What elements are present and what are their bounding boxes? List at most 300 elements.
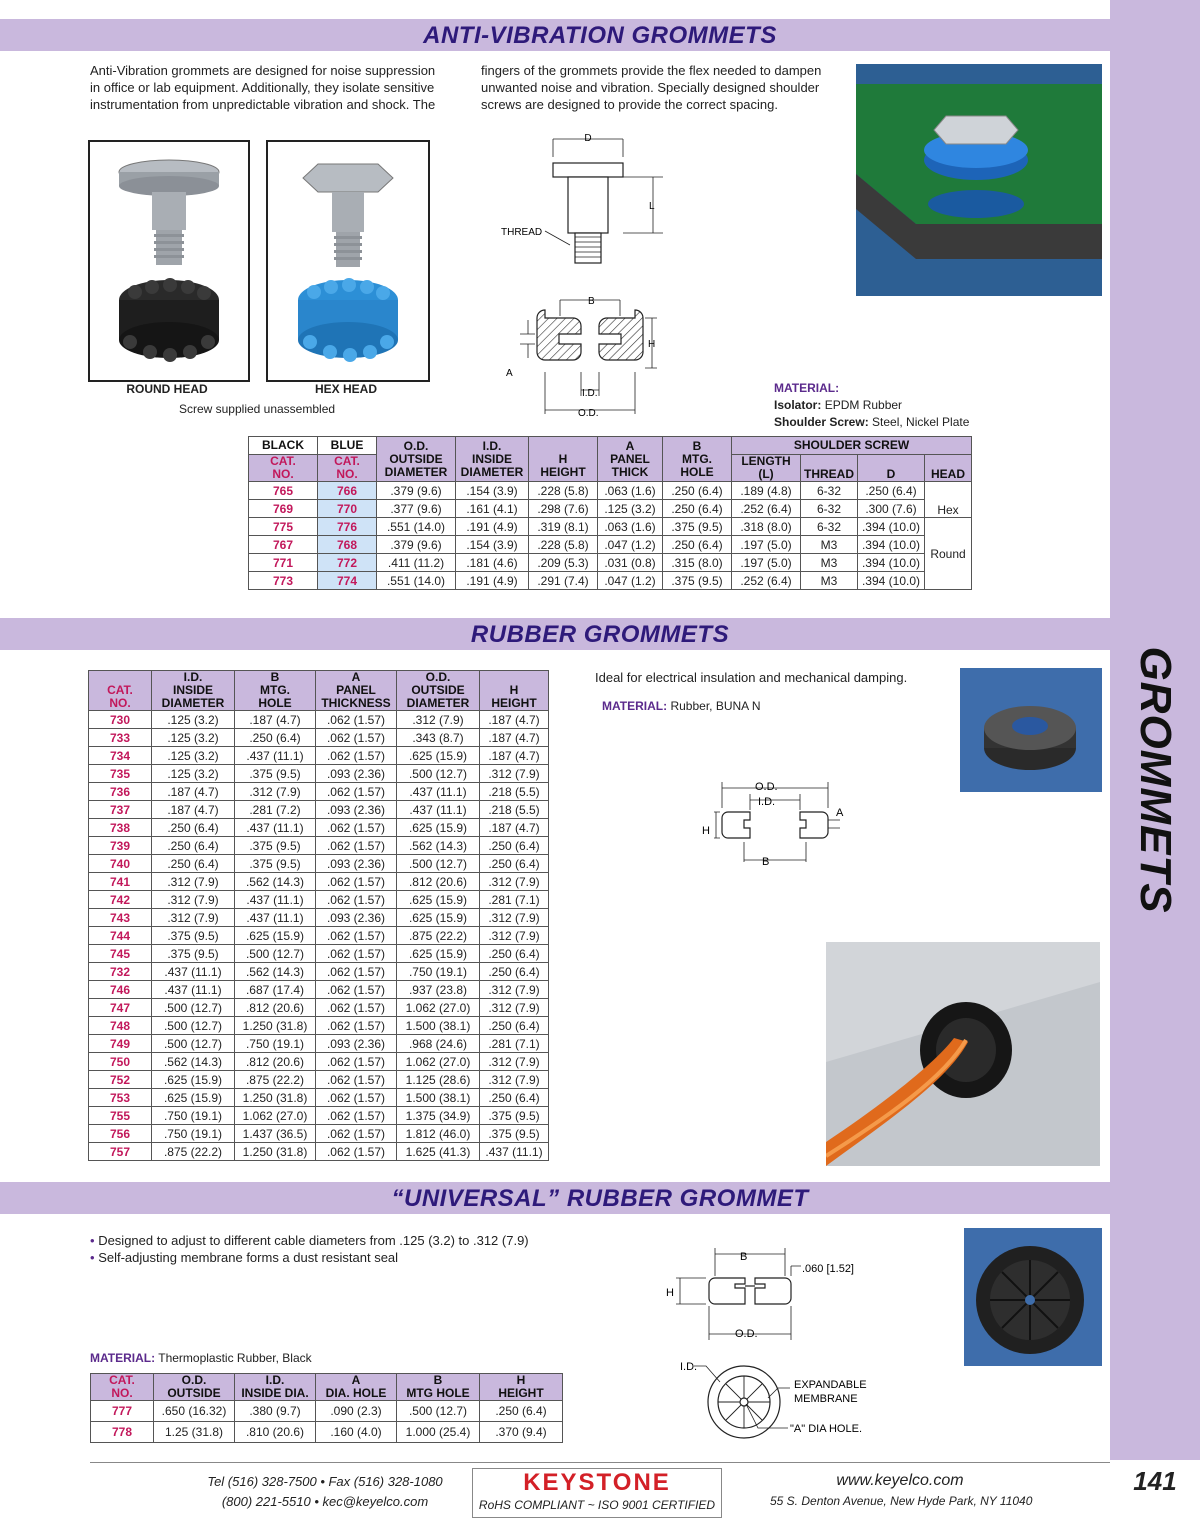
intro-col1: [90, 62, 435, 113]
cell-id: .437 (11.1): [152, 981, 235, 999]
screw-note: Screw supplied unassembled: [178, 402, 336, 416]
cell-cat-blue: 766: [318, 482, 377, 500]
cell-id: .312 (7.9): [152, 909, 235, 927]
cell-a: .062 (1.57): [316, 963, 397, 981]
table-row: [249, 500, 972, 518]
cell-od: .379 (9.6): [377, 536, 456, 554]
col-od: O.D. OUTSIDE: [154, 1374, 235, 1401]
isolator-value: EPDM Rubber: [824, 398, 903, 412]
cell-cat: 730: [89, 711, 152, 729]
cell-a: .047 (1.2): [598, 572, 663, 590]
cell-cat: 738: [89, 819, 152, 837]
table-row: [89, 945, 549, 963]
intro-line: screws are designed to provide the correct spacing.: [481, 97, 778, 112]
cell-h: .312 (7.9): [480, 999, 549, 1017]
cell-b: .500 (12.7): [397, 1401, 480, 1422]
table-row: [89, 873, 549, 891]
cell-h: .291 (7.4): [529, 572, 598, 590]
cell-od: .812 (20.6): [397, 873, 480, 891]
cell-a: .160 (4.0): [316, 1422, 397, 1443]
cell-od: 1.062 (27.0): [397, 1053, 480, 1071]
material-value: Rubber, BUNA N: [670, 699, 761, 713]
col-d: D: [858, 455, 925, 482]
cell-id: .810 (20.6): [235, 1422, 316, 1443]
cell-d: .300 (7.6): [858, 500, 925, 518]
intro-line: Anti-Vibration grommets are designed for noise suppression: [90, 63, 436, 78]
cell-length: .197 (5.0): [732, 554, 801, 572]
cell-b: 1.250 (31.8): [235, 1017, 316, 1035]
cell-a: .093 (2.36): [316, 765, 397, 783]
cell-od: .750 (19.1): [397, 963, 480, 981]
cell-id: .375 (9.5): [152, 945, 235, 963]
dim-h-label: H: [648, 339, 656, 350]
dim-l-label: L: [649, 201, 655, 212]
universal-material: [90, 1351, 312, 1365]
caption-hex-head: HEX HEAD: [314, 382, 377, 396]
cell-b: .375 (9.5): [663, 572, 732, 590]
cell-cat-blue: 768: [318, 536, 377, 554]
col-od: O.D. OUTSIDE DIAMETER: [377, 437, 456, 482]
cell-h: .209 (5.3): [529, 554, 598, 572]
cell-h: .187 (4.7): [480, 747, 549, 765]
cell-cat: 750: [89, 1053, 152, 1071]
col-cat: CAT. NO.: [91, 1374, 154, 1401]
cell-id: .500 (12.7): [152, 1017, 235, 1035]
hex-head-grommet-image: [268, 142, 428, 380]
cell-od: 1.625 (41.3): [397, 1143, 480, 1161]
cell-h: .187 (4.7): [480, 711, 549, 729]
cell-od: 1.25 (31.8): [154, 1422, 235, 1443]
cell-a: .062 (1.57): [316, 1125, 397, 1143]
cell-cat-black: 771: [249, 554, 318, 572]
cell-od: .500 (12.7): [397, 855, 480, 873]
cell-a: .062 (1.57): [316, 729, 397, 747]
table-row: [89, 1107, 549, 1125]
cell-cat: 755: [89, 1107, 152, 1125]
cell-length: .252 (6.4): [732, 572, 801, 590]
cell-b: .562 (14.3): [235, 873, 316, 891]
hole-label: "A" DIA HOLE.: [790, 1423, 862, 1435]
shoulder-screw-label: Shoulder Screw:: [774, 415, 869, 429]
cell-thread: 6-32: [801, 500, 858, 518]
cell-cat: 746: [89, 981, 152, 999]
table-row: [91, 1401, 563, 1422]
cell-a: .062 (1.57): [316, 981, 397, 999]
cell-d: .394 (10.0): [858, 572, 925, 590]
cell-h: .298 (7.6): [529, 500, 598, 518]
table-row: [249, 554, 972, 572]
footer-compliance: RoHS COMPLIANT ~ ISO 9001 CERTIFIED: [478, 1498, 716, 1512]
intro-col2: [481, 62, 821, 113]
footer-tollfree: (800) 221-5510 • kec@keyelco.com: [221, 1494, 429, 1509]
cell-id: .181 (4.6): [456, 554, 529, 572]
cell-id: .125 (3.2): [152, 729, 235, 747]
table-row: [89, 1035, 549, 1053]
intro-line: in office or lab equipment. Additionally, they isolate sensitive: [90, 80, 435, 95]
cell-h: .312 (7.9): [480, 873, 549, 891]
table-row: [91, 1422, 563, 1443]
cell-d: .394 (10.0): [858, 518, 925, 536]
footer-phone: Tel (516) 328-7500 • Fax (516) 328-1080: [207, 1474, 443, 1489]
cell-h: .312 (7.9): [480, 909, 549, 927]
cell-id: .191 (4.9): [456, 572, 529, 590]
cell-h: .218 (5.5): [480, 783, 549, 801]
dim-thickness-label: .060 [1.52]: [802, 1263, 854, 1275]
table-row: [89, 765, 549, 783]
cell-b: .250 (6.4): [663, 482, 732, 500]
cell-a: .093 (2.36): [316, 909, 397, 927]
universal-grommet-photo: [964, 1228, 1102, 1366]
cell-b: .250 (6.4): [663, 500, 732, 518]
cell-cat: 756: [89, 1125, 152, 1143]
cell-cat-blue: 774: [318, 572, 377, 590]
cell-id: .750 (19.1): [152, 1107, 235, 1125]
isolator-label: Isolator:: [774, 398, 822, 412]
cell-b: .315 (8.0): [663, 554, 732, 572]
cell-cat: 737: [89, 801, 152, 819]
cell-cat: 735: [89, 765, 152, 783]
col-b: B MTG. HOLE: [663, 437, 732, 482]
table-row: [89, 909, 549, 927]
cell-a: .062 (1.57): [316, 1107, 397, 1125]
cell-od: 1.500 (38.1): [397, 1089, 480, 1107]
table-row: [89, 999, 549, 1017]
universal-top-diagram: [672, 1354, 872, 1444]
cell-h: .312 (7.9): [480, 1071, 549, 1089]
cell-cat-blue: 772: [318, 554, 377, 572]
cell-id: .500 (12.7): [152, 1035, 235, 1053]
cell-length: .318 (8.0): [732, 518, 801, 536]
cell-id: .875 (22.2): [152, 1143, 235, 1161]
rubber-material: [602, 699, 761, 713]
col-od: O.D. OUTSIDE DIAMETER: [397, 671, 480, 711]
cell-h: .228 (5.8): [529, 536, 598, 554]
table-row: [249, 482, 972, 500]
cell-b: .375 (9.5): [235, 765, 316, 783]
footer-divider: [90, 1462, 1110, 1463]
cell-a: .062 (1.57): [316, 1089, 397, 1107]
intro-line: fingers of the grommets provide the flex needed to dampen: [481, 63, 822, 78]
footer-website[interactable]: www.keyelco.com: [836, 1472, 964, 1489]
table-row: [89, 855, 549, 873]
table-row: [89, 1125, 549, 1143]
cell-b: .812 (20.6): [235, 1053, 316, 1071]
cell-a: .062 (1.57): [316, 1053, 397, 1071]
cell-thread: M3: [801, 536, 858, 554]
dim-d-label: D: [584, 133, 592, 144]
table-row: [89, 981, 549, 999]
cell-h: .370 (9.4): [480, 1422, 563, 1443]
cell-b: .250 (6.4): [235, 729, 316, 747]
cell-h: .281 (7.1): [480, 891, 549, 909]
cell-id: .625 (15.9): [152, 1089, 235, 1107]
intro-line: instrumentation from unpredictable vibration and shock. The: [90, 97, 436, 112]
cell-cat-blue: 770: [318, 500, 377, 518]
table-row: [89, 783, 549, 801]
cell-b: 1.250 (31.8): [235, 1143, 316, 1161]
table-row: [89, 927, 549, 945]
cell-cat: 752: [89, 1071, 152, 1089]
cell-id: .312 (7.9): [152, 891, 235, 909]
cell-od: .625 (15.9): [397, 747, 480, 765]
cell-cat: 734: [89, 747, 152, 765]
cell-b: .437 (11.1): [235, 819, 316, 837]
cell-a: .062 (1.57): [316, 837, 397, 855]
col-length: LENGTH (L): [732, 455, 801, 482]
cell-h: .250 (6.4): [480, 855, 549, 873]
cell-h: .312 (7.9): [480, 765, 549, 783]
cell-a: .090 (2.3): [316, 1401, 397, 1422]
cell-id: .437 (11.1): [152, 963, 235, 981]
table-row: [89, 747, 549, 765]
cell-od: .937 (23.8): [397, 981, 480, 999]
cell-od: .551 (14.0): [377, 518, 456, 536]
cell-h: .312 (7.9): [480, 1053, 549, 1071]
cell-od: .379 (9.6): [377, 482, 456, 500]
dim-b-label: B: [762, 856, 770, 868]
cell-thread: M3: [801, 554, 858, 572]
cell-cat: 778: [91, 1422, 154, 1443]
cell-od: .625 (15.9): [397, 819, 480, 837]
section-title-universal: “UNIVERSAL” RUBBER GROMMET: [391, 1185, 809, 1212]
table-row: [89, 963, 549, 981]
dim-id-label: I.D.: [582, 388, 598, 399]
table-row: [89, 1089, 549, 1107]
cell-cat: 744: [89, 927, 152, 945]
cell-h: .437 (11.1): [480, 1143, 549, 1161]
cell-cat: 747: [89, 999, 152, 1017]
cell-od: 1.125 (28.6): [397, 1071, 480, 1089]
universal-side-diagram: [660, 1246, 870, 1346]
cell-cat: 732: [89, 963, 152, 981]
cell-a: .062 (1.57): [316, 783, 397, 801]
cell-thread: 6-32: [801, 518, 858, 536]
col-cat: CAT. NO.: [89, 671, 152, 711]
cell-length: .197 (5.0): [732, 536, 801, 554]
dim-od-label: O.D.: [755, 781, 778, 793]
cell-od: .625 (15.9): [397, 909, 480, 927]
table-row: [89, 1071, 549, 1089]
section-title-rubber: RUBBER GROMMETS: [470, 621, 730, 648]
dim-a-label: A: [506, 368, 513, 379]
cell-cat: 740: [89, 855, 152, 873]
cell-h: .250 (6.4): [480, 1017, 549, 1035]
shoulder-screw-diagram: [495, 125, 695, 275]
table-row: [249, 518, 972, 536]
cell-h: .250 (6.4): [480, 1089, 549, 1107]
col-head: HEAD: [925, 455, 972, 482]
cell-b: .812 (20.6): [235, 999, 316, 1017]
cell-id: .500 (12.7): [152, 999, 235, 1017]
material-heading: MATERIAL:: [602, 699, 668, 713]
cell-h: .250 (6.4): [480, 945, 549, 963]
cell-cat: 749: [89, 1035, 152, 1053]
cell-h: .250 (6.4): [480, 963, 549, 981]
cell-cat: 748: [89, 1017, 152, 1035]
cell-b: .312 (7.9): [235, 783, 316, 801]
hex-head-photo: [266, 140, 430, 382]
dim-od-label: O.D.: [578, 408, 599, 419]
cell-h: .312 (7.9): [480, 927, 549, 945]
cell-h: .187 (4.7): [480, 729, 549, 747]
cell-h: .375 (9.5): [480, 1125, 549, 1143]
cell-od: .377 (9.6): [377, 500, 456, 518]
intro-line: unwanted noise and vibration. Specially designed shoulder: [481, 80, 820, 95]
anti-vibration-installed-photo: [856, 64, 1102, 296]
cell-b: .562 (14.3): [235, 963, 316, 981]
cell-a: .063 (1.6): [598, 482, 663, 500]
cell-cat-black: 767: [249, 536, 318, 554]
cell-a: .063 (1.6): [598, 518, 663, 536]
cell-cat: 777: [91, 1401, 154, 1422]
cell-h: .319 (8.1): [529, 518, 598, 536]
cell-od: .875 (22.2): [397, 927, 480, 945]
shoulder-screw-value: Steel, Nickel Plate: [872, 415, 970, 429]
cell-a: .062 (1.57): [316, 891, 397, 909]
cell-id: .125 (3.2): [152, 765, 235, 783]
col-id: I.D. INSIDE DIA.: [235, 1374, 316, 1401]
cell-id: .562 (14.3): [152, 1053, 235, 1071]
cell-cat-black: 773: [249, 572, 318, 590]
cell-b: .750 (19.1): [235, 1035, 316, 1053]
col-a: A DIA. HOLE: [316, 1374, 397, 1401]
section-title-anti-vibration: ANTI-VIBRATION GROMMETS: [423, 22, 777, 49]
cell-b: 1.062 (27.0): [235, 1107, 316, 1125]
membrane-label-1: EXPANDABLE: [794, 1379, 867, 1391]
col-a: A PANEL THICK: [598, 437, 663, 482]
bullet-item: • Self-adjusting membrane forms a dust resistant seal: [90, 1250, 399, 1265]
cell-a: .062 (1.57): [316, 711, 397, 729]
caption-round-head: ROUND HEAD: [126, 382, 208, 396]
material-heading: MATERIAL:: [774, 381, 840, 395]
cell-a: .062 (1.57): [316, 1071, 397, 1089]
rubber-grommet-photo: [960, 668, 1102, 792]
cell-od: .437 (11.1): [397, 783, 480, 801]
dim-id-label: I.D.: [758, 796, 776, 808]
cell-cat-blue: 776: [318, 518, 377, 536]
table-row: [249, 572, 972, 590]
cell-b: .375 (9.5): [235, 855, 316, 873]
cell-id: .250 (6.4): [152, 837, 235, 855]
cell-id: .250 (6.4): [152, 819, 235, 837]
col-id: I.D. INSIDE DIAMETER: [152, 671, 235, 711]
cell-id: .312 (7.9): [152, 873, 235, 891]
dim-b-label: B: [740, 1251, 748, 1263]
cell-od: 1.062 (27.0): [397, 999, 480, 1017]
bullet-item: • Designed to adjust to different cable diameters from .125 (3.2) to .312 (7.9): [90, 1233, 529, 1248]
cell-length: .189 (4.8): [732, 482, 801, 500]
membrane-label-2: MEMBRANE: [794, 1393, 858, 1405]
cell-a: .062 (1.57): [316, 999, 397, 1017]
col-blue: BLUE: [318, 437, 377, 455]
table-row: [89, 819, 549, 837]
table-row: [89, 801, 549, 819]
cell-b: .375 (9.5): [235, 837, 316, 855]
col-h: H HEIGHT: [480, 671, 549, 711]
cell-b: .625 (15.9): [235, 927, 316, 945]
cell-id: .161 (4.1): [456, 500, 529, 518]
cell-od: 1.375 (34.9): [397, 1107, 480, 1125]
cell-id: .380 (9.7): [235, 1401, 316, 1422]
cell-h: .187 (4.7): [480, 819, 549, 837]
cell-od: .312 (7.9): [397, 711, 480, 729]
cell-od: .562 (14.3): [397, 837, 480, 855]
rubber-grommet-table: [88, 670, 549, 1161]
cell-cat: 745: [89, 945, 152, 963]
dim-b-label: B: [588, 296, 595, 307]
cell-h: .250 (6.4): [480, 837, 549, 855]
cable-grommet-photo: [826, 942, 1100, 1166]
col-h: H HEIGHT: [480, 1374, 563, 1401]
col-cat-blue: CAT. NO.: [318, 455, 377, 482]
cell-od: .625 (15.9): [397, 891, 480, 909]
cell-head-hex: Hex: [925, 482, 972, 518]
col-shoulder-screw: SHOULDER SCREW: [732, 437, 972, 455]
cell-id: .625 (15.9): [152, 1071, 235, 1089]
cell-cat: 741: [89, 873, 152, 891]
cell-od: .968 (24.6): [397, 1035, 480, 1053]
cell-h: .218 (5.5): [480, 801, 549, 819]
cell-b: .437 (11.1): [235, 891, 316, 909]
cell-d: .250 (6.4): [858, 482, 925, 500]
cell-h: .281 (7.1): [480, 1035, 549, 1053]
cell-h: .228 (5.8): [529, 482, 598, 500]
cell-id: .187 (4.7): [152, 801, 235, 819]
universal-grommet-table: [90, 1373, 563, 1443]
cell-cat: 743: [89, 909, 152, 927]
anti-vibration-material: [774, 380, 969, 431]
col-b: B MTG. HOLE: [235, 671, 316, 711]
cell-id: .125 (3.2): [152, 747, 235, 765]
col-b: B MTG HOLE: [397, 1374, 480, 1401]
cell-b: 1.437 (36.5): [235, 1125, 316, 1143]
cell-cat-black: 775: [249, 518, 318, 536]
cell-od: .551 (14.0): [377, 572, 456, 590]
cell-b: 1.000 (25.4): [397, 1422, 480, 1443]
cell-cat-black: 769: [249, 500, 318, 518]
cell-a: .062 (1.57): [316, 1017, 397, 1035]
round-head-grommet-image: [90, 142, 248, 380]
cell-a: .093 (2.36): [316, 1035, 397, 1053]
footer-address: 55 S. Denton Avenue, New Hyde Park, NY 11040: [770, 1494, 1033, 1508]
cell-b: .375 (9.5): [663, 518, 732, 536]
keystone-logo-box: [472, 1468, 722, 1518]
dim-od-label: O.D.: [735, 1328, 758, 1340]
cell-b: .187 (4.7): [235, 711, 316, 729]
cell-id: .750 (19.1): [152, 1125, 235, 1143]
cell-cat-black: 765: [249, 482, 318, 500]
table-row: [89, 1053, 549, 1071]
col-thread: THREAD: [801, 455, 858, 482]
cell-od: .411 (11.2): [377, 554, 456, 572]
cell-a: .062 (1.57): [316, 927, 397, 945]
sidebar-label: GROMMETS: [1131, 646, 1180, 914]
cell-b: .875 (22.2): [235, 1071, 316, 1089]
round-head-photo: [88, 140, 250, 382]
rubber-intro: Ideal for electrical insulation and mechanical damping.: [595, 670, 908, 685]
cell-id: .187 (4.7): [152, 783, 235, 801]
dim-a-label: A: [836, 807, 844, 819]
cell-h: .375 (9.5): [480, 1107, 549, 1125]
cell-a: .062 (1.57): [316, 873, 397, 891]
cell-b: .500 (12.7): [235, 945, 316, 963]
cell-cat: 757: [89, 1143, 152, 1161]
table-row: [89, 711, 549, 729]
cell-id: .191 (4.9): [456, 518, 529, 536]
cell-b: .250 (6.4): [663, 536, 732, 554]
page-number: 141: [1133, 1466, 1177, 1496]
cell-id: .125 (3.2): [152, 711, 235, 729]
